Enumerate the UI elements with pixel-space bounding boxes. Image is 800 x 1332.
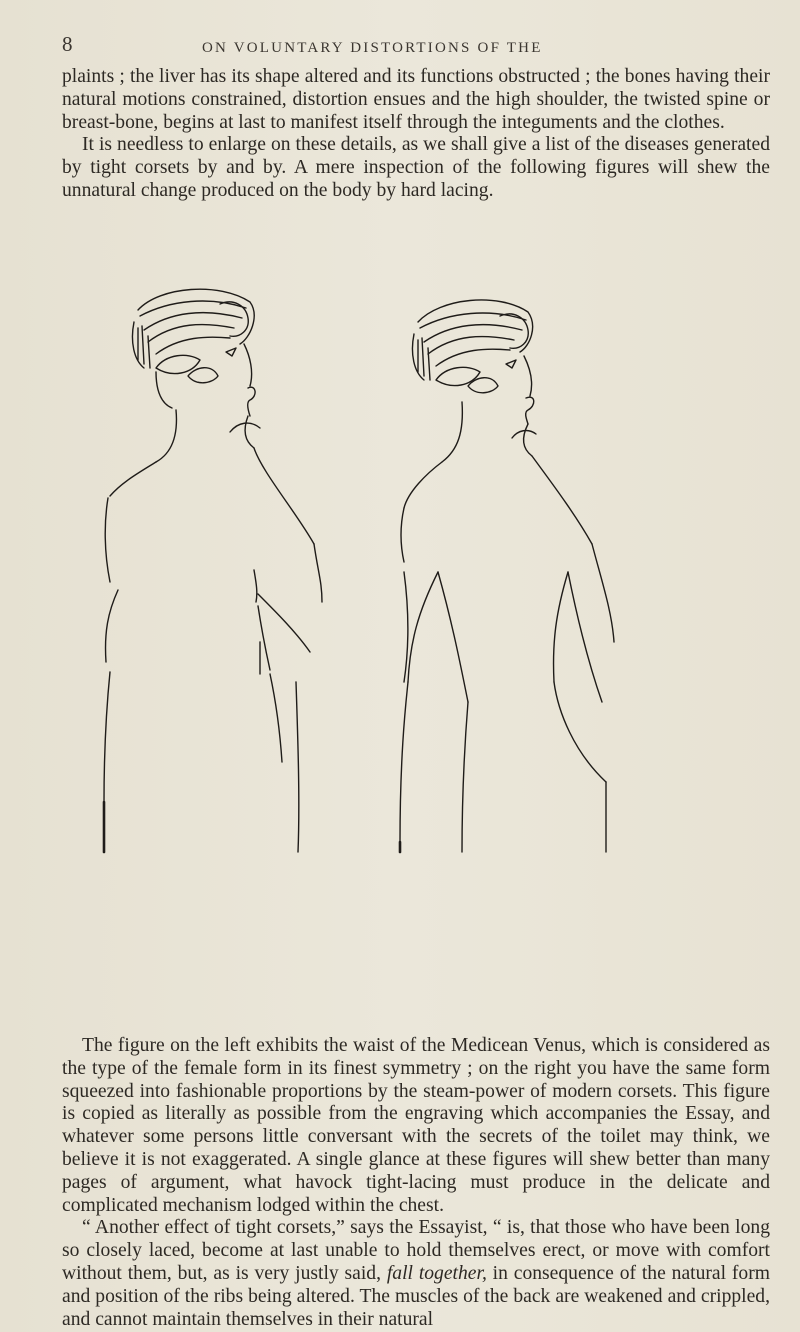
corseted-torso-figure bbox=[400, 300, 614, 852]
paragraph-figure-explanation: The figure on the left exhibits the waist of the Medicean Venus, which is considered as the type of the female form in its finest symmetry ; on the right you have the same form squeezed into fashionable proportions by the steam-power of modern corsets. This figure is copied as literally as possible from the engraving which accompanies the Essay, and whatever some persons little conversant with the secrets of the toilet may think, we believe it is not exaggerated. A single glance at these figures will shew better than many pages of argument, what havock tight-lacing must produce in the delicate and complicated mechanism lodged within the chest. bbox=[62, 1035, 770, 1216]
paragraph-figures-intro: It is needless to enlarge on these details, as we shall give a list of the diseases generated by tight corsets by and by. A mere inspection of the following figures will shew the unnatural change produced on the body by hard lacing. bbox=[62, 134, 770, 201]
paragraph-continued: plaints ; the liver has its shape altered and its functions obstructed ; the bones having their natural motions constrained, distortion ensues and the high shoulder, the twisted spine or breast-bone, begins at last to manifest itself through the integuments and the clothes. bbox=[62, 66, 770, 133]
quote-text-end: in consequence of the natural form and position of the ribs being altered. The muscles of the back are weakened and crippled, and cannot maintain themselves in their natural bbox=[62, 1262, 770, 1330]
bottom-text-block bbox=[62, 1035, 770, 1331]
page-header bbox=[62, 32, 760, 58]
torso-figures-svg bbox=[100, 282, 660, 1022]
torso-figures-illustration bbox=[100, 282, 660, 1022]
medicean-venus-torso-figure bbox=[104, 289, 322, 852]
page-number: 8 bbox=[62, 32, 73, 56]
quote-text-start: “ Another effect of tight corsets,” says the Essayist, “ is, that those who have been long so closely laced, become at last unable to hold themselves erect, or move with comfort without them, but, as is very justly said, bbox=[62, 1217, 770, 1284]
top-text-block bbox=[62, 66, 770, 203]
paragraph-essayist-quote bbox=[62, 1217, 770, 1331]
quote-italic-phrase: fall together, bbox=[386, 1262, 487, 1284]
running-head: ON VOLUNTARY DISTORTIONS OF THE bbox=[202, 40, 543, 56]
